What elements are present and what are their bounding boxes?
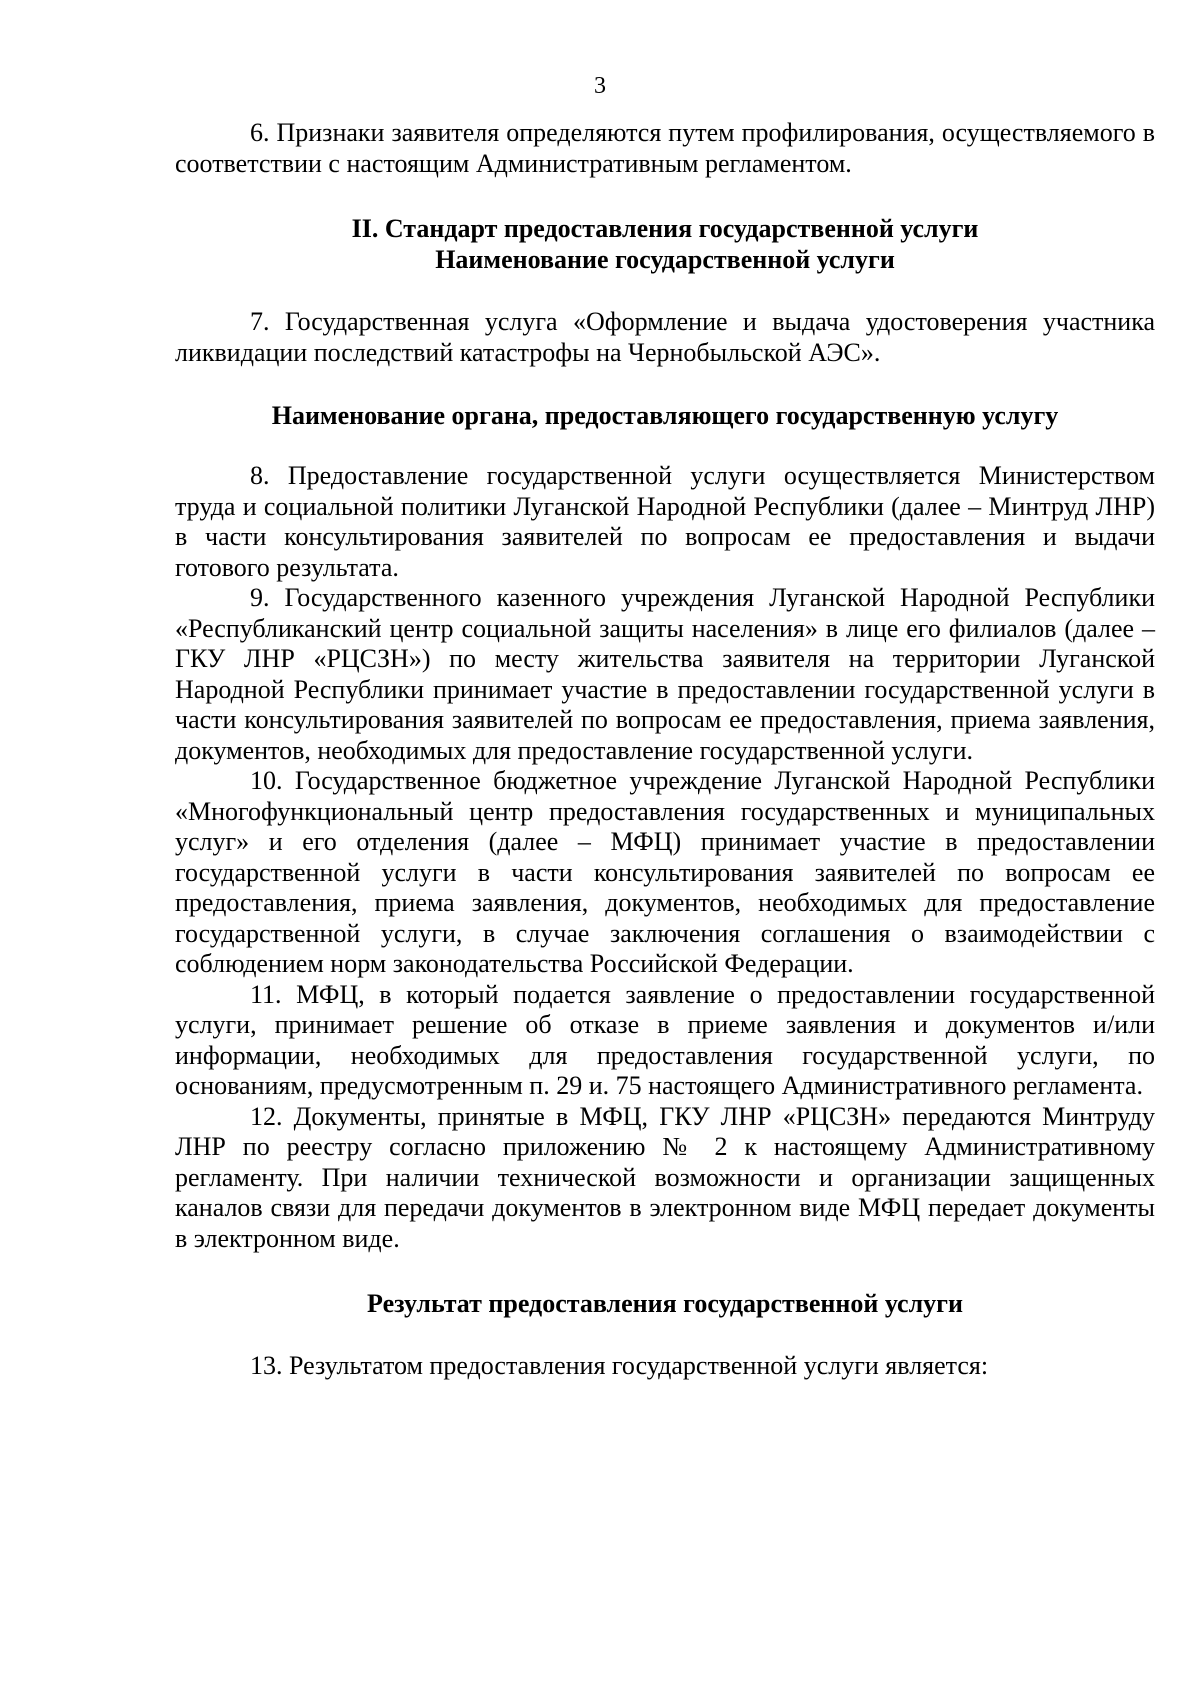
paragraph-7: 7. Государственная услуга «Оформление и выдача удостоверения участника ликвидации последствий катастрофы на Чернобыльской АЭС». — [175, 307, 1155, 367]
paragraph-8: 8. Предоставление государственной услуги осуществляется Министерством труда и социальной политики Луганской Народной Республики (далее – Минтруд ЛНР) в части консультирования заявителей по вопросам ее предоставления и выдачи готового результата. — [175, 461, 1155, 582]
document-body — [175, 118, 1155, 1382]
paragraph-10: 10. Государственное бюджетное учреждение Луганской Народной Республики «Многофункциональный центр предоставления государственных и муниципальных услуг» и его отделения (далее – МФЦ) принимает участие в предоставлении государственной услуги в части консультирования заявителей по вопросам ее предоставления, приема заявления, документов, необходимых для предоставление государственной услуги, в случае заключения соглашения о взаимодействии с соблюдением норм законодательства Российской Федерации. — [175, 766, 1155, 978]
section-heading-standard: II. Стандарт предоставления государственной услуги — [351, 214, 979, 243]
subsection-heading-result: Результат предоставления государственной услуги — [367, 1289, 963, 1318]
paragraph-12: 12. Документы, принятые в МФЦ, ГКУ ЛНР «РЦСЗН» передаются Минтруду ЛНР по реестру согласно приложению № 2 к настоящему Административному регламенту. При наличии технической возможности и организации защищенных каналов связи для передачи документов в электронном виде МФЦ передает документы в электронном виде. — [175, 1101, 1155, 1253]
subsection-heading-service-name: Наименование государственной услуги — [435, 245, 895, 274]
paragraph-9: 9. Государственного казенного учреждения Луганской Народной Республики «Республиканский центр социальной защиты населения» в лице его филиалов (далее – ГКУ ЛНР «РЦСЗН») по месту жительства заявителя на территории Луганской Народной Республики принимает участие в предоставлении государственной услуги в части консультирования заявителей по вопросам ее предоставления, приема заявления, документов, необходимых для предоставление государственной услуги. — [175, 583, 1155, 765]
paragraph-13: 13. Результатом предоставления государственной услуги является: — [250, 1351, 989, 1380]
paragraph-6: 6. Признаки заявителя определяются путем профилирования, осуществляемого в соответствии с настоящим Административным регламентом. — [175, 118, 1155, 178]
page-number: 3 — [594, 73, 606, 99]
paragraph-11: 11. МФЦ, в который подается заявление о предоставлении государственной услуги, принимает решение об отказе в приеме заявления и документов и/или информации, необходимых для предоставления государственной услуги, по основаниям, предусмотренным п. 29 и. 75 настоящего Административного регламента. — [175, 979, 1155, 1100]
subsection-heading-authority: Наименование органа, предоставляющего государственную услугу — [271, 401, 1059, 430]
